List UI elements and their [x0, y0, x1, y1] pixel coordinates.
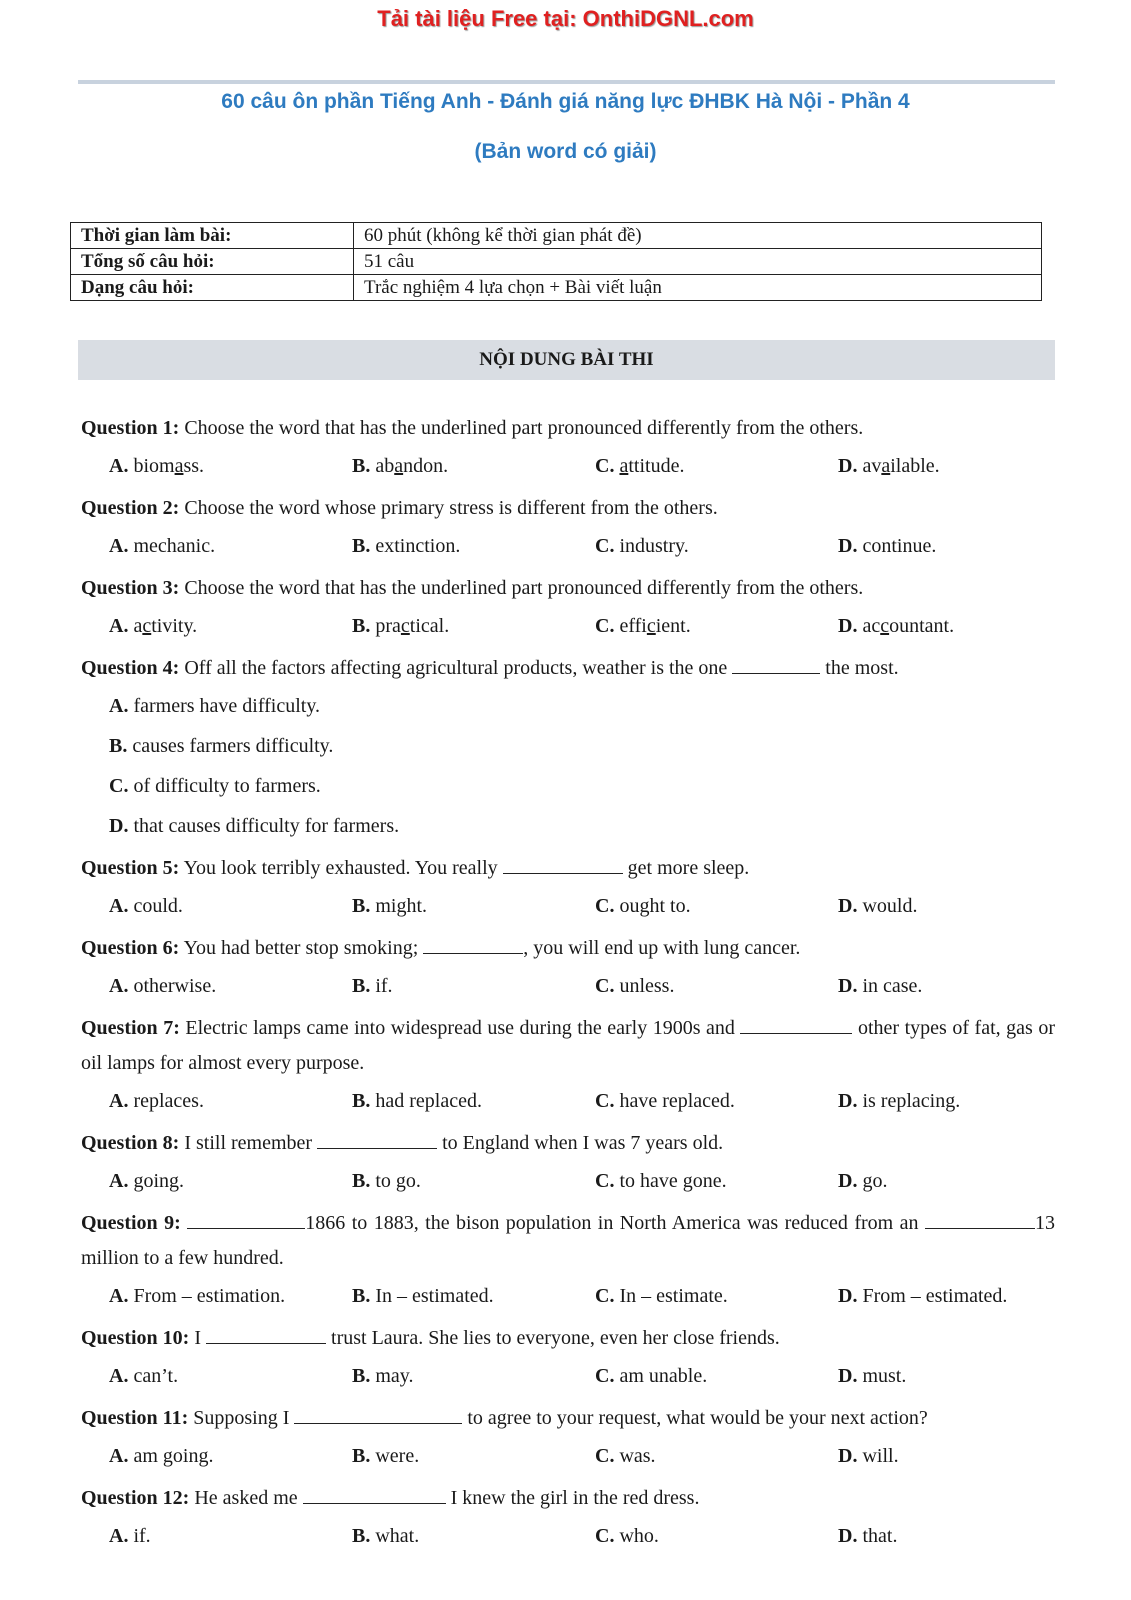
- option-text: to have gone.: [619, 1170, 727, 1192]
- option-text: have replaced.: [619, 1090, 735, 1112]
- option-letter: C.: [595, 535, 615, 557]
- info-label: Dạng câu hỏi:: [71, 275, 354, 301]
- option-letter: C.: [109, 775, 129, 797]
- option-text: will.: [862, 1445, 899, 1467]
- option-letter: C.: [595, 895, 615, 917]
- question-block: [81, 1481, 1055, 1556]
- question-stem: You look terribly exhausted. You really: [183, 857, 498, 879]
- option-text: continue.: [862, 535, 937, 557]
- answer-option: [109, 1516, 352, 1556]
- answer-option: [838, 1356, 906, 1396]
- answer-blank: [206, 1325, 326, 1344]
- answer-option: [352, 1276, 595, 1316]
- answer-options: [81, 1081, 1055, 1121]
- underlined-letters: a: [881, 455, 891, 477]
- option-text-rest: ss.: [183, 455, 205, 477]
- option-text: From – estimation.: [133, 1285, 286, 1307]
- answer-options: [81, 1356, 1055, 1396]
- question-text: [81, 1206, 1055, 1276]
- question-stem: He asked me: [194, 1487, 298, 1509]
- option-letter: B.: [352, 1170, 371, 1192]
- question-text: [81, 571, 1055, 606]
- question-stem: You had better stop smoking;: [183, 937, 419, 959]
- option-letter: D.: [838, 1285, 858, 1307]
- answer-options: [81, 1516, 1055, 1556]
- option-letter: B.: [352, 535, 371, 557]
- answer-option: [109, 686, 595, 726]
- answer-option: [109, 1276, 352, 1316]
- answer-blank: [740, 1015, 852, 1034]
- option-letter: B.: [352, 1090, 371, 1112]
- option-text: if.: [375, 975, 393, 997]
- option-letter: C.: [595, 455, 615, 477]
- option-letter: C.: [595, 1445, 615, 1467]
- question-number: Question 10:: [81, 1327, 190, 1349]
- option-letter: A.: [109, 1525, 129, 1547]
- answer-blank: [503, 855, 623, 874]
- question-stem: Supposing I: [193, 1407, 290, 1429]
- answer-option: [595, 1356, 838, 1396]
- answer-option: [109, 806, 595, 846]
- document-title: 60 câu ôn phần Tiếng Anh - Đánh giá năng lực ĐHBK Hà Nội - Phần 4: [221, 90, 910, 113]
- underlined-letters: c: [142, 615, 152, 637]
- option-text-rest: ndon.: [403, 455, 449, 477]
- option-letter: B.: [352, 975, 371, 997]
- answer-option: [352, 1436, 595, 1476]
- question-text: [81, 1401, 1055, 1436]
- option-text: pra: [375, 615, 401, 637]
- option-text: mechanic.: [133, 535, 216, 557]
- answer-option: [109, 766, 595, 806]
- option-letter: B.: [352, 455, 371, 477]
- answer-option: [838, 1436, 899, 1476]
- option-text: From – estimated.: [862, 1285, 1008, 1307]
- question-stem: I still remember: [184, 1132, 313, 1154]
- answer-option: [595, 526, 838, 566]
- underlined-letters: c: [400, 615, 410, 637]
- question-text: [81, 491, 1055, 526]
- answer-options: [81, 1161, 1055, 1201]
- option-letter: D.: [838, 1525, 858, 1547]
- option-letter: B.: [352, 1285, 371, 1307]
- answer-blank: [303, 1485, 446, 1504]
- answer-options: [81, 686, 1055, 846]
- answer-option: [109, 1081, 352, 1121]
- answer-blank: [317, 1130, 437, 1149]
- question-text: [81, 1126, 1055, 1161]
- answer-option: [838, 606, 954, 646]
- question-stem-end: to agree to your request, what would be your next action?: [467, 1407, 928, 1429]
- answer-options: [81, 966, 1055, 1006]
- option-text: In – estimate.: [619, 1285, 728, 1307]
- info-value: 60 phút (không kể thời gian phát đề): [354, 223, 1042, 249]
- underlined-letters: c: [880, 615, 890, 637]
- answer-option: [109, 526, 352, 566]
- option-letter: D.: [838, 975, 858, 997]
- option-text: would.: [862, 895, 918, 917]
- question-number: Question 6:: [81, 937, 180, 959]
- option-text: were.: [375, 1445, 420, 1467]
- answer-option: [352, 446, 595, 486]
- section-header: NỘI DUNG BÀI THI: [78, 340, 1055, 380]
- question-block: [81, 491, 1055, 566]
- option-text: ought to.: [619, 895, 691, 917]
- question-stem: Off all the factors affecting agricultural products, weather is the one: [184, 657, 728, 679]
- underlined-letters: c: [646, 615, 656, 637]
- option-letter: C.: [595, 1525, 615, 1547]
- option-text: In – estimated.: [375, 1285, 494, 1307]
- option-letter: A.: [109, 895, 129, 917]
- answer-option: [838, 446, 940, 486]
- answer-blank: [732, 655, 820, 674]
- option-letter: A.: [109, 975, 129, 997]
- option-letter: A.: [109, 695, 129, 717]
- option-letter: A.: [109, 1285, 129, 1307]
- answer-blank: [187, 1210, 305, 1229]
- answer-options: [81, 1276, 1055, 1316]
- answer-option: [838, 1516, 897, 1556]
- answer-option: [595, 1436, 838, 1476]
- question-number: Question 5:: [81, 857, 180, 879]
- option-letter: A.: [109, 1170, 129, 1192]
- option-text: farmers have difficulty.: [133, 695, 321, 717]
- answer-option: [838, 966, 922, 1006]
- question-stem-end: , you will end up with lung cancer.: [523, 937, 801, 959]
- answer-option: [109, 886, 352, 926]
- option-text: av: [862, 455, 882, 477]
- answer-option: [352, 966, 595, 1006]
- option-text: can’t.: [133, 1365, 179, 1387]
- option-letter: C.: [595, 1365, 615, 1387]
- option-letter: B.: [352, 1445, 371, 1467]
- answer-option: [352, 1081, 595, 1121]
- option-text: effi: [619, 615, 647, 637]
- option-letter: D.: [109, 815, 129, 837]
- option-text: was.: [619, 1445, 656, 1467]
- option-letter: B.: [352, 1365, 371, 1387]
- answer-option: [595, 1516, 838, 1556]
- info-label: Thời gian làm bài:: [71, 223, 354, 249]
- option-letter: D.: [838, 895, 858, 917]
- option-text: that causes difficulty for farmers.: [133, 815, 400, 837]
- option-text-rest: tivity.: [151, 615, 198, 637]
- question-stem: Choose the word whose primary stress is different from the others.: [184, 497, 718, 519]
- answer-option: [595, 606, 838, 646]
- option-letter: A.: [109, 615, 129, 637]
- option-letter: C.: [595, 975, 615, 997]
- answer-option: [109, 606, 352, 646]
- option-letter: B.: [109, 735, 128, 757]
- answer-option: [109, 726, 595, 766]
- option-text: go.: [862, 1170, 888, 1192]
- question-block: [81, 411, 1055, 486]
- option-text: am unable.: [619, 1365, 708, 1387]
- option-text-rest: ountant.: [889, 615, 955, 637]
- option-text: extinction.: [375, 535, 461, 557]
- option-text: going.: [133, 1170, 185, 1192]
- answer-option: [352, 526, 595, 566]
- answer-option: [109, 966, 352, 1006]
- question-number: Question 2:: [81, 497, 180, 519]
- option-letter: D.: [838, 1170, 858, 1192]
- question-block: [81, 1321, 1055, 1396]
- answer-blank: [423, 935, 523, 954]
- option-letter: A.: [109, 535, 129, 557]
- question-stem: Choose the word that has the underlined part pronounced differently from the others.: [184, 577, 864, 599]
- answer-options: [81, 446, 1055, 486]
- option-text-rest: ient.: [655, 615, 691, 637]
- question-text: [81, 1321, 1055, 1356]
- answer-option: [352, 606, 595, 646]
- question-stem: I: [194, 1327, 202, 1349]
- option-letter: A.: [109, 1090, 129, 1112]
- info-label: Tổng số câu hỏi:: [71, 249, 354, 275]
- question-number: Question 8:: [81, 1132, 180, 1154]
- option-text: must.: [862, 1365, 907, 1387]
- question-stem-end: the most.: [825, 657, 899, 679]
- answer-option: [352, 1356, 595, 1396]
- document-subtitle: (Bản word có giải): [474, 140, 657, 163]
- answer-option: [595, 1276, 838, 1316]
- option-letter: D.: [838, 455, 858, 477]
- option-text: if.: [133, 1525, 151, 1547]
- option-letter: C.: [595, 615, 615, 637]
- option-text: is replacing.: [862, 1090, 961, 1112]
- info-row-type: [71, 275, 1042, 301]
- option-text-rest: tical.: [409, 615, 450, 637]
- option-letter: D.: [838, 1090, 858, 1112]
- question-block: [81, 1206, 1055, 1316]
- option-letter: A.: [109, 1365, 129, 1387]
- answer-option: [838, 1081, 960, 1121]
- option-letter: D.: [838, 615, 858, 637]
- question-number: Question 9:: [81, 1212, 181, 1234]
- answer-option: [838, 886, 917, 926]
- option-text: causes farmers difficulty.: [132, 735, 334, 757]
- option-text-rest: ilable.: [890, 455, 940, 477]
- question-stem-end: trust Laura. She lies to everyone, even her close friends.: [331, 1327, 780, 1349]
- option-letter: D.: [838, 535, 858, 557]
- question-stem-end: I knew the girl in the red dress.: [450, 1487, 700, 1509]
- answer-option: [109, 1436, 352, 1476]
- answer-options: [81, 1436, 1055, 1476]
- question-text: [81, 1011, 1055, 1081]
- question-number: Question 11:: [81, 1407, 189, 1429]
- answer-blank: [925, 1210, 1035, 1229]
- question-text: [81, 1481, 1055, 1516]
- option-text: who.: [619, 1525, 659, 1547]
- question-block: [81, 651, 1055, 846]
- option-letter: C.: [595, 1285, 615, 1307]
- question-stem: Choose the word that has the underlined part pronounced differently from the others.: [184, 417, 864, 439]
- answer-option: [109, 1161, 352, 1201]
- question-text: [81, 411, 1055, 446]
- option-text: had replaced.: [375, 1090, 482, 1112]
- option-text: a: [133, 615, 143, 637]
- option-text-rest: ttitude.: [628, 455, 685, 477]
- answer-option: [352, 1516, 595, 1556]
- option-letter: A.: [109, 455, 129, 477]
- info-value: 51 câu: [354, 249, 1042, 275]
- option-letter: D.: [838, 1365, 858, 1387]
- question-block: [81, 851, 1055, 926]
- header-divider: [78, 80, 1055, 84]
- option-text: to go.: [375, 1170, 421, 1192]
- option-text: am going.: [133, 1445, 214, 1467]
- answer-option: [352, 1161, 595, 1201]
- question-text: [81, 651, 1055, 686]
- question-block: [81, 571, 1055, 646]
- option-letter: C.: [595, 1170, 615, 1192]
- option-text: of difficulty to farmers.: [133, 775, 321, 797]
- answer-options: [81, 886, 1055, 926]
- option-text: what.: [375, 1525, 420, 1547]
- question-number: Question 4:: [81, 657, 180, 679]
- option-text: industry.: [619, 535, 689, 557]
- answer-option: [595, 446, 838, 486]
- option-text: otherwise.: [133, 975, 217, 997]
- answer-option: [595, 1161, 838, 1201]
- question-block: [81, 1126, 1055, 1201]
- question-stem-end: other types of fat, gas or oil lamps for almost every purpose.: [81, 1017, 1056, 1074]
- question-stem-end: to England when I was 7 years old.: [442, 1132, 724, 1154]
- question-number: Question 12:: [81, 1487, 190, 1509]
- question-stem-end: get more sleep.: [627, 857, 750, 879]
- question-stem: Electric lamps came into widespread use during the early 1900s and: [185, 1017, 735, 1039]
- option-text: could.: [133, 895, 183, 917]
- option-text: ac: [862, 615, 881, 637]
- answer-option: [109, 446, 352, 486]
- question-number: Question 7:: [81, 1017, 180, 1039]
- answer-option: [838, 1276, 1007, 1316]
- question-block: [81, 1401, 1055, 1476]
- option-text: unless.: [619, 975, 675, 997]
- option-letter: D.: [838, 1445, 858, 1467]
- answer-option: [595, 886, 838, 926]
- option-letter: C.: [595, 1090, 615, 1112]
- question-block: [81, 931, 1055, 1006]
- option-letter: B.: [352, 615, 371, 637]
- option-text: replaces.: [133, 1090, 204, 1112]
- answer-option: [838, 526, 936, 566]
- answer-options: [81, 606, 1055, 646]
- underlined-letters: a: [619, 455, 629, 477]
- option-text: that.: [862, 1525, 898, 1547]
- question-text: [81, 851, 1055, 886]
- question-list: [81, 411, 1055, 1561]
- question-stem-middle: 1866 to 1883, the bison population in North America was reduced from an: [305, 1212, 919, 1234]
- info-row-time: [71, 223, 1042, 249]
- answer-option: [352, 886, 595, 926]
- option-text: biom: [133, 455, 175, 477]
- answer-option: [109, 1356, 352, 1396]
- option-text: in case.: [862, 975, 923, 997]
- option-letter: B.: [352, 895, 371, 917]
- answer-options: [81, 526, 1055, 566]
- option-letter: A.: [109, 1445, 129, 1467]
- question-text: [81, 931, 1055, 966]
- exam-info-table: [70, 222, 1042, 301]
- question-block: [81, 1011, 1055, 1121]
- underlined-letters: a: [394, 455, 404, 477]
- option-text: may.: [375, 1365, 414, 1387]
- answer-option: [838, 1161, 887, 1201]
- option-text: might.: [375, 895, 428, 917]
- info-value: Trắc nghiệm 4 lựa chọn + Bài viết luận: [354, 275, 1042, 301]
- answer-blank: [294, 1405, 462, 1424]
- underlined-letters: a: [174, 455, 184, 477]
- question-number: Question 1:: [81, 417, 180, 439]
- option-text: ab: [375, 455, 395, 477]
- source-banner: Tải tài liệu Free tại: OnthiDGNL.com: [377, 6, 754, 31]
- question-stem-end: 13 million to a few hundred.: [81, 1212, 1056, 1269]
- question-number: Question 3:: [81, 577, 180, 599]
- answer-option: [595, 1081, 838, 1121]
- info-row-count: [71, 249, 1042, 275]
- answer-option: [595, 966, 838, 1006]
- option-letter: B.: [352, 1525, 371, 1547]
